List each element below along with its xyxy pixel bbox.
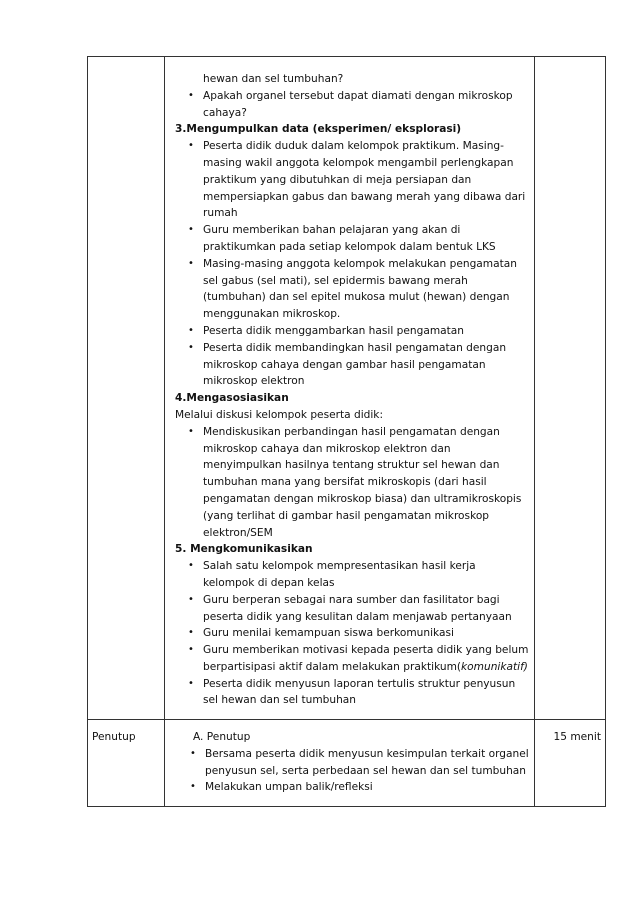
bullet-list-top <box>175 88 530 122</box>
list-item: • Guru memberikan motivasi kepada peserta didik yang belum berpartisipasi aktif dalam melakukan praktikum(komunikatif) <box>188 644 529 673</box>
bullet-list-3 <box>175 138 530 390</box>
list-item: • Guru memberikan bahan pelajaran yang akan di praktikumkan pada setiap kelompok dalam bentuk LKS <box>188 224 496 253</box>
list-item: • Bersama peserta didik menyusun kesimpulan terkait organel penyusun sel, serta perbedaan sel hewan dan sel tumbuhan <box>190 747 529 777</box>
bullet-icon: • <box>188 324 194 336</box>
bullet-icon: • <box>190 747 196 759</box>
duration-cell <box>535 57 606 720</box>
list-item: • Guru menilai kemampuan siswa berkomunikasi <box>175 625 530 642</box>
bullet-icon: • <box>188 257 194 269</box>
section-heading-5: 5. Mengkomunikasikan <box>175 543 313 556</box>
duration-value: 15 menit <box>535 720 606 807</box>
list-item: • Melakukan umpan balik/refleksi <box>177 779 530 796</box>
list-item: • Salah satu kelompok mempresentasikan hasil kerja kelompok di depan kelas <box>188 560 476 589</box>
stage-cell <box>88 57 165 720</box>
bullet-icon: • <box>188 644 194 656</box>
section-intro-4: Melalui diskusi kelompok peserta didik: <box>175 408 384 421</box>
table-row <box>88 720 606 807</box>
bullet-icon: • <box>190 781 196 793</box>
continuation-text: hewan dan sel tumbuhan? <box>203 73 344 85</box>
closing-bullet-list <box>177 746 530 796</box>
list-item: • Mendiskusikan perbandingan hasil pengamatan dengan mikroskop cahaya dan mikroskop elektron dan menyimpulkan hasilnya tentang struktur sel hewan dan tumbuhan mana yang bersifat mikroskopis (dari hasil pengamatan dengan mikroskop biasa) dan ultramikroskopis (yang terlihat di gambar hasil pengamatan mikroskop elektron/SEM <box>188 425 522 539</box>
bullet-icon: • <box>188 224 194 236</box>
section-heading-3: 3.Mengumpulkan data (eksperimen/ eksplorasi) <box>175 123 462 136</box>
bullet-icon: • <box>188 677 194 689</box>
italic-note: komunikatif) <box>461 660 528 673</box>
bullet-icon: • <box>188 140 194 152</box>
stage-label: Penutup <box>88 720 165 807</box>
bullet-icon: • <box>188 89 194 101</box>
closing-heading: A. Penutup <box>193 731 251 743</box>
lesson-plan-table <box>87 56 606 807</box>
bullet-icon: • <box>188 425 194 437</box>
bullet-list-4 <box>175 424 530 542</box>
bullet-icon: • <box>188 560 194 572</box>
bullet-icon: • <box>188 341 194 353</box>
list-item: • Peserta didik membandingkan hasil pengamatan dengan mikroskop cahaya dengan gambar hasil pengamatan mikroskop elektron <box>188 341 507 388</box>
list-item: • Guru berperan sebagai nara sumber dan fasilitator bagi peserta didik yang kesulitan dalam menjawab pertanyaan <box>188 593 512 623</box>
list-item: • Apakah organel tersebut dapat diamati dengan mikroskop cahaya? <box>188 89 513 119</box>
bullet-icon: • <box>188 593 194 605</box>
activity-cell <box>165 57 535 720</box>
bullet-icon: • <box>188 627 194 639</box>
list-item: • Peserta didik menyusun laporan tertulis struktur penyusun sel hewan dan sel tumbuhan <box>188 677 516 707</box>
closing-activity-cell <box>165 720 535 807</box>
list-item: • Masing-masing anggota kelompok melakukan pengamatan sel gabus (sel mati), sel epidermis bawang merah (tumbuhan) dan sel epitel mukosa mulut (hewan) dengan menggunakan mikroskop. <box>188 257 517 321</box>
section-heading-4: 4.Mengasosiasikan <box>175 392 289 405</box>
bullet-list-5 <box>175 558 530 709</box>
list-item: • Peserta didik duduk dalam kelompok praktikum. Masing-masing wakil anggota kelompok mengambil perlengkapan praktikum yang dibutuhkan di meja persiapan dan mempersiapkan gabus dan bawang merah yang dibawa dari rumah <box>188 140 526 220</box>
list-item: • Peserta didik menggambarkan hasil pengamatan <box>175 323 530 340</box>
table-row <box>88 57 606 720</box>
